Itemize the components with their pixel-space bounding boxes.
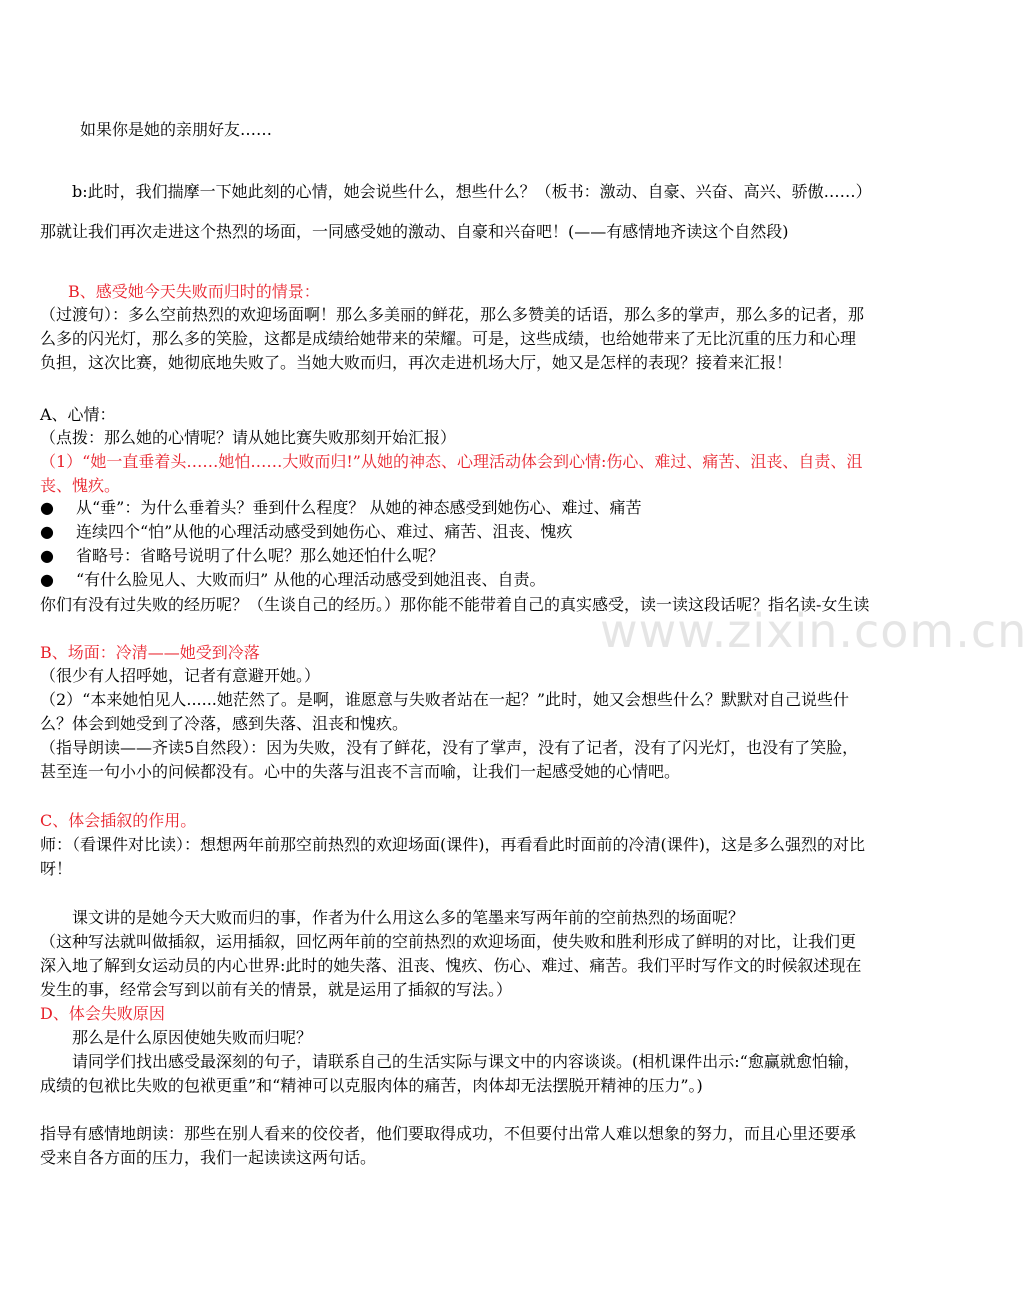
paragraph-hint: （点拨：那么她的心情呢？请从她比赛失败那刻开始汇报） bbox=[40, 428, 457, 447]
heading-b-failure-scene: B、感受她今天失败而归时的情景： bbox=[68, 282, 320, 301]
paragraph-teacher: 师：（看课件对比读）：想想两年前那空前热烈的欢迎场面(课件)，再看看此时面前的冷清(课件)，这是多么强烈的对比呀！ bbox=[40, 835, 865, 878]
heading-b-scene-text: 冷清——她受到冷落 bbox=[115, 643, 260, 662]
bullet-text: 从“垂”：为什么垂着头？垂到什么程度？ 从她的神态感受到她伤心、难过、痛苦 bbox=[76, 498, 642, 517]
paragraph-point-1: （1）“她一直垂着头……她怕……大败而归!”从她的神态、心理活动体会到心情:伤心、难过、痛苦、沮丧、自责、沮丧、愧疚。 bbox=[40, 452, 863, 495]
bullet-icon: ● bbox=[40, 546, 54, 565]
bullet-icon: ● bbox=[40, 498, 54, 517]
paragraph-experience: 你们有没有过失败的经历呢？（生谈自己的经历。）那你能不能带着自己的真实感受，读一读这段话呢？指名读-女生读 bbox=[40, 595, 870, 614]
list-item bbox=[40, 544, 870, 568]
heading-d-reason: D、体会失败原因 bbox=[40, 1004, 165, 1023]
paragraph-ignored: （很少有人招呼她，记者有意避开她。） bbox=[40, 666, 321, 685]
paragraph-b-mood: b:此时，我们揣摩一下她此刻的心情，她会说些什么，想些什么？（板书：激动、自豪、兴奋、高兴、骄傲……）那就让我们再次走进这个热烈的场面，一同感受她的激动、自豪和兴奋吧！(——有感情地齐读这个自然段) bbox=[40, 182, 864, 241]
paragraph-question: 课文讲的是她今天大败而归的事，作者为什么用这么多的笔墨来写两年前的空前热烈的场面呢？ bbox=[72, 908, 745, 927]
bullet-text: “有什么脸见人、大败而归” 从他的心理活动感受到她沮丧、自责。 bbox=[76, 570, 546, 589]
paragraph-find-sentences: 请同学们找出感受最深刻的句子，请联系自己的生活实际与课文中的内容谈谈。(相机课件出示:“愈赢就愈怕输，成绩的包袱比失败的包袱更重”和“精神可以克服肉体的痛苦，肉体却无法摆脱开精神的压力”。) bbox=[40, 1052, 860, 1095]
heading-c-flashback: C、体会插叙的作用。 bbox=[40, 811, 197, 830]
list-item bbox=[40, 496, 870, 520]
paragraph-reason-question: 那么是什么原因使她失败而归呢？ bbox=[72, 1028, 313, 1047]
watermark: www.zixin.com.cn bbox=[600, 604, 1027, 658]
bullet-icon: ● bbox=[40, 570, 54, 589]
heading-b-scene-label: B、场面： bbox=[40, 643, 116, 662]
heading-b-scene bbox=[40, 641, 870, 665]
bullet-text: 省略号：省略号说明了什么呢？那么她还怕什么呢？ bbox=[76, 546, 445, 565]
list-item bbox=[40, 520, 870, 544]
paragraph-flashback-explain: （这种写法就叫做插叙，运用插叙，回忆两年前的空前热烈的欢迎场面，使失败和胜利形成了鲜明的对比，让我们更深入地了解到女运动员的内心世界:此时的她失落、沮丧、愧疚、伤心、难过、痛苦。我们平时写作文的时候叙述现在发生的事，经常会写到以前有关的情景，就是运用了插叙的写法。） bbox=[40, 932, 862, 999]
paragraph-friends: 如果你是她的亲朋好友…… bbox=[80, 120, 273, 139]
paragraph-point-2: （2）“本来她怕见人......她茫然了。是啊，谁愿意与失败者站在一起？”此时，她又会想些什么？默默对自己说些什么？体会到她受到了冷落，感到失落、沮丧和愧疚。 bbox=[40, 690, 850, 733]
heading-a-mood: A、心情： bbox=[40, 405, 116, 424]
list-item bbox=[40, 568, 870, 592]
bullet-icon: ● bbox=[40, 522, 54, 541]
bullet-text: 连续四个“怕”从他的心理活动感受到她伤心、难过、痛苦、沮丧、愧疚 bbox=[76, 522, 573, 541]
paragraph-guided-reading: （指导朗读——齐读5自然段）：因为失败，没有了鲜花，没有了掌声，没有了记者，没有了闪光灯，也没有了笑脸，甚至连一句小小的问候都没有。心中的失落与沮丧不言而喻，让我们一起感受她的心情吧。 bbox=[40, 738, 859, 781]
paragraph-transition: （过渡句）：多么空前热烈的欢迎场面啊！那么多美丽的鲜花，那么多赞美的话语，那么多的掌声，那么多的记者，那么多的闪光灯，那么多的笑脸，这都是成绩给她带来的荣耀。可是，这些成绩，也给她带来了无比沉重的压力和心理负担，这次比赛，她彻底地失败了。当她大败而归，再次走进机场大厅，她又是怎样的表现？接着来汇报！ bbox=[40, 305, 865, 372]
paragraph-guided-emotion: 指导有感情地朗读：那些在别人看来的佼佼者，他们要取得成功，不但要付出常人难以想象的努力，而且心里还要承受来自各方面的压力，我们一起读读这两句话。 bbox=[40, 1124, 857, 1167]
